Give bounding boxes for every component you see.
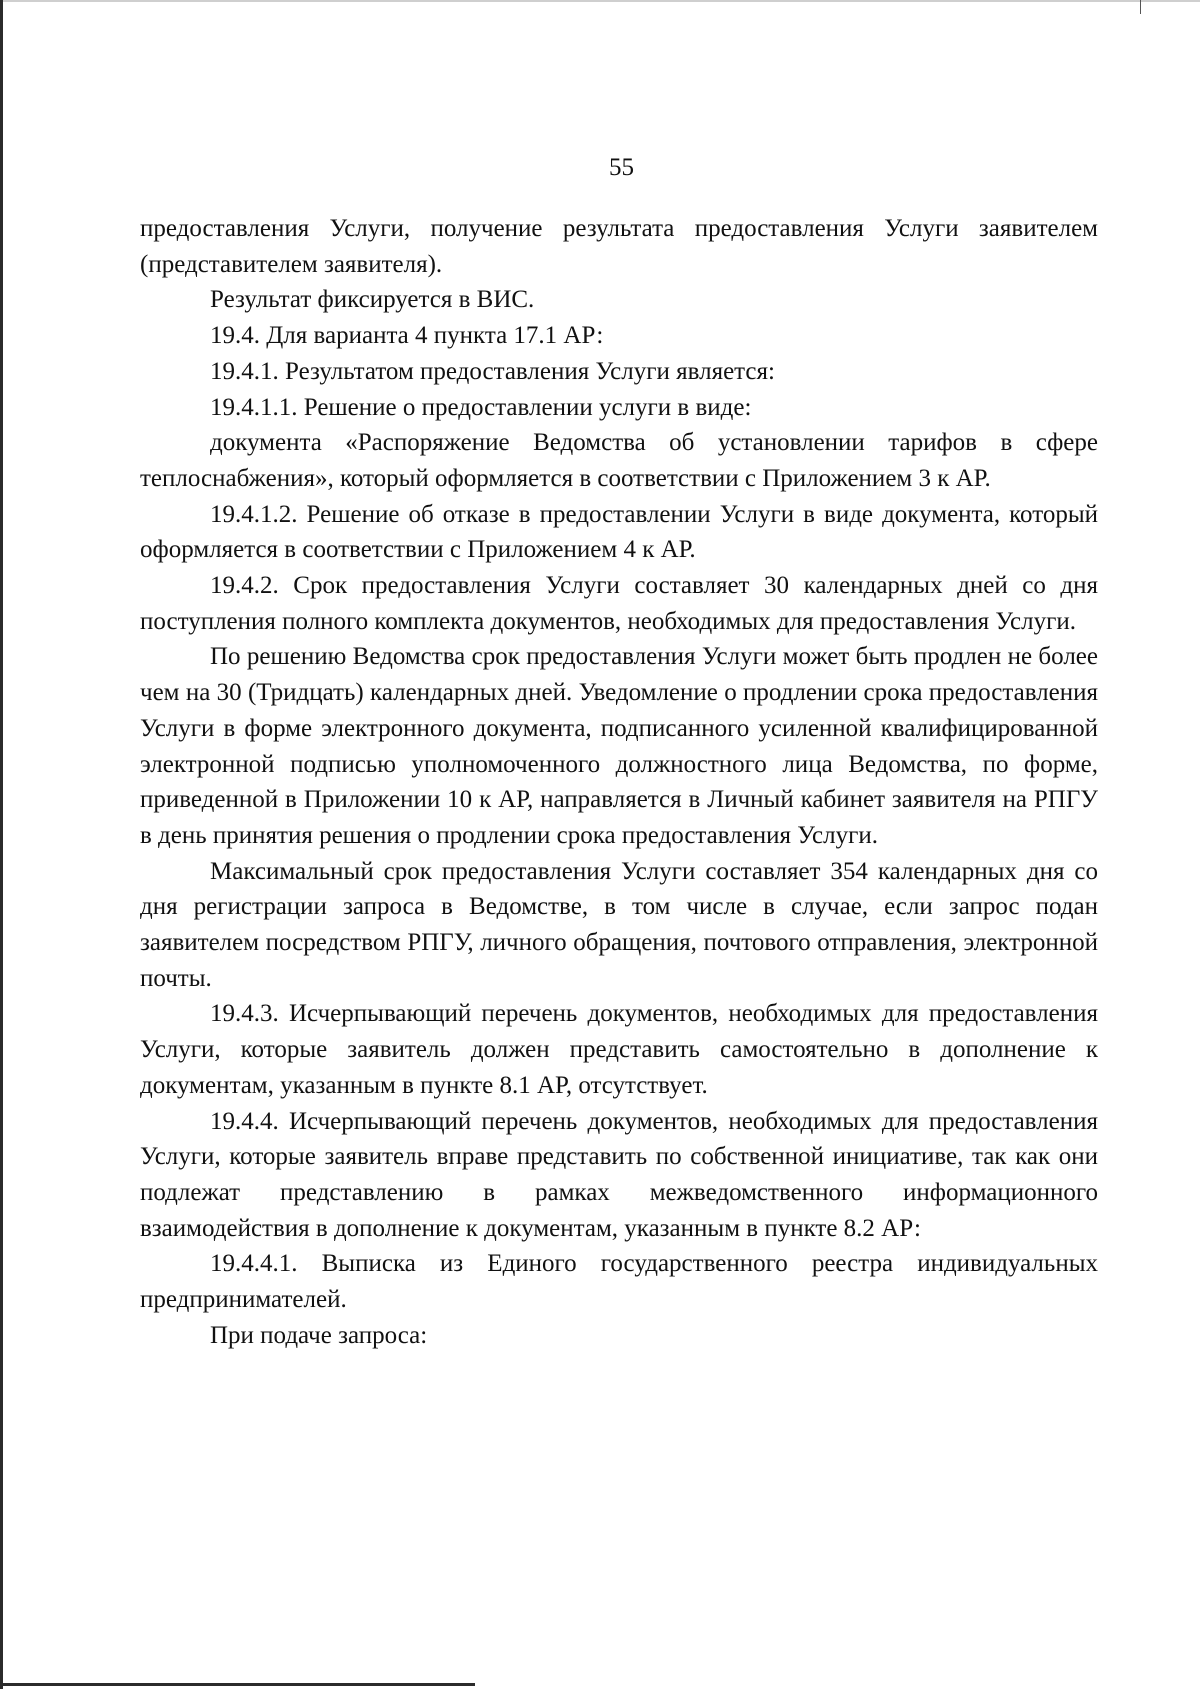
paragraph-on-request: При подаче запроса:	[210, 1321, 428, 1349]
paragraph-19-4-1-1: 19.4.1.1. Решение о предоставлении услуги в виде:	[210, 393, 752, 421]
paragraph-19-4-1: 19.4.1. Результатом предоставления Услуги является:	[210, 357, 775, 385]
paragraph-19-4-2: 19.4.2. Срок предоставления Услуги составляет 30 календарных дней со дня поступления полного комплекта документов, необходимых для предоставления Услуги.	[140, 572, 1098, 635]
scan-corner-mark	[1140, 0, 1141, 14]
paragraph-19-4-4-1: 19.4.4.1. Выписка из Единого государственного реестра индивидуальных предпринимателей.	[140, 1250, 1098, 1314]
paragraph-continuation: предоставления Услуги, получение результата предоставления Услуги заявителем (представителем заявителя).	[140, 215, 1098, 278]
paragraph-max-term: Максимальный срок предоставления Услуги составляет 354 календарных дня со дня регистрации запроса в Ведомстве, в том числе в случае, если запрос подан заявителем посредством РПГУ, личного обращения, почтового отправления, электронной почты.	[140, 857, 1098, 992]
paragraph-result-fixed: Результат фиксируется в ВИС.	[210, 286, 535, 314]
scan-bottom-edge	[0, 1683, 475, 1686]
paragraph-19-4: 19.4. Для варианта 4 пункта 17.1 АР:	[210, 322, 604, 350]
scan-top-edge	[0, 0, 1200, 2]
paragraph-extension: По решению Ведомства срок предоставления Услуги может быть продлен не более чем на 30 (Тридцать) календарных дней. Уведомление о продлении срока предоставления Услуги в форме электронного документа, подписанного усиленной квалифицированной электронной подписью уполномоченного должностного лица Ведомства, по форме, приведенной в Приложении 10 к АР, направляется в Личный кабинет заявителя на РПГУ в день принятия решения о продлении срока предоставления Услуги.	[140, 643, 1098, 849]
paragraph-19-4-1-2: 19.4.1.2. Решение об отказе в предоставлении Услуги в виде документа, который оформляется в соответствии с Приложением 4 к АР.	[140, 500, 1098, 564]
paragraph-document-order: документа «Распоряжение Ведомства об установлении тарифов в сфере теплоснабжения», который оформляется в соответствии с Приложением 3 к АР.	[140, 429, 1098, 492]
paragraph-19-4-4: 19.4.4. Исчерпывающий перечень документов, необходимых для предоставления Услуги, которые заявитель вправе представить по собственной инициативе, так как они подлежат представлению в рамках межведомственного информационного взаимодействия в дополнение к документам, указанным в пункте 8.2 АР:	[140, 1107, 1098, 1242]
paragraph-19-4-3: 19.4.3. Исчерпывающий перечень документов, необходимых для предоставления Услуги, которые заявитель должен представить самостоятельно в дополнение к документам, указанным в пункте 8.1 АР, отсутствует.	[140, 1000, 1098, 1099]
scan-left-edge	[0, 0, 3, 1689]
page-number: 55	[609, 154, 634, 181]
document-body	[140, 211, 1098, 1354]
